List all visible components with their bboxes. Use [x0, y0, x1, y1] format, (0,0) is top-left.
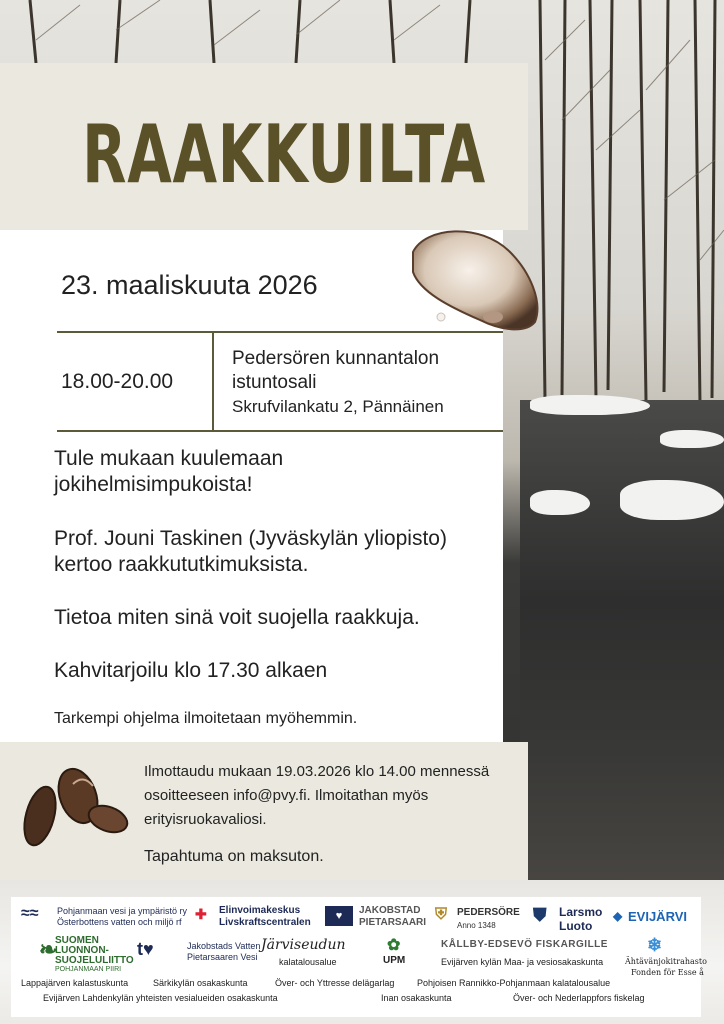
snow-patch	[660, 430, 724, 448]
ely-icon: ✚	[195, 906, 207, 922]
program-note: Tarkempi ohjelma ilmoitetaan myöhemmin.	[54, 710, 358, 727]
logo-pedersore-anno: Anno 1348	[457, 921, 496, 930]
larsmo-crest-icon: ⛊	[533, 905, 547, 925]
protection-paragraph: Tietoa miten sinä voit suojella raakkuja.	[54, 606, 420, 629]
logo-ahtava-1: Ähtävänjokitrahasto	[625, 957, 707, 966]
evijarvi-icon: ◆	[613, 909, 623, 923]
logo-ely: Elinvoimakeskus	[219, 905, 301, 916]
snow-patch	[530, 395, 650, 415]
logo-inan: Inan osakaskunta	[381, 993, 452, 1003]
logo-over-neder: Över- och Nederlappfors fiskelag	[513, 993, 645, 1003]
snow-patch	[530, 490, 590, 515]
logo-evijarven-lahdenkylan: Evijärven Lahdenkylän yhteisten vesialueiden osakaskunta	[43, 993, 278, 1003]
logo-ely-sv: Livskraftscentralen	[219, 917, 311, 928]
crest-icon: ⛨	[435, 906, 448, 923]
logo-jarviseudun: Järviseudun	[261, 937, 346, 953]
waves-icon: ≈≈	[21, 905, 39, 922]
sponsor-logos	[11, 897, 707, 1017]
mussel-shells-image	[18, 764, 133, 849]
sll-icon: ❧	[39, 937, 58, 962]
venue-address: Skrufvilankatu 2, Pännäinen	[232, 397, 444, 416]
heart-logo-icon: t♥	[137, 939, 154, 959]
logo-larsmo: Larsmo	[559, 905, 603, 919]
logo-pohjoisen: Pohjoisen Rannikko-Pohjanmaan kalatalousalue	[417, 978, 611, 988]
logo-sarkikylan: Särkikylän osakaskunta	[153, 978, 248, 988]
logo-lappajarven: Lappajärven kalastuskunta	[21, 978, 129, 988]
river	[520, 400, 724, 900]
logo-evijarven-kylan: Evijärven kylän Maa- ja vesiosakaskunta	[441, 957, 604, 967]
logo-jv-1: Jakobstads Vatten	[187, 941, 261, 951]
logo-pietarsaari: PIETARSAARI	[359, 917, 427, 928]
logo-sll-3: SUOJELULIITTO	[55, 955, 134, 966]
logo-kallby: KÅLLBY-EDSEVÖ FISKARGILLE	[441, 939, 608, 950]
logo-sll-1: SUOMEN	[55, 935, 99, 946]
logo-evijarvi: EVIJÄRVI	[628, 909, 688, 924]
divider	[57, 430, 503, 432]
upm-icon: ✿	[387, 937, 401, 954]
logo-jv-2: Pietarsaaren Vesi	[187, 952, 258, 962]
logo-pvy: Pohjanmaan vesi ja ympäristö ry	[57, 906, 188, 916]
logo-kalatalousalue: kalatalousalue	[279, 957, 337, 967]
speaker-paragraph: Prof. Jouni Taskinen (Jyväskylän yliopisto) kertoo raakkututkimuksista.	[54, 527, 447, 576]
page-title: RAAKKUILTA	[82, 108, 486, 201]
snow-patch	[620, 480, 724, 520]
logo-pvy-sv: Österbottens vatten och miljö rf	[57, 917, 182, 927]
logo-ahtava-2: Fonden för Esse å	[631, 968, 704, 977]
intro-paragraph: Tule mukaan kuulemaan jokihelmisimpukoista!	[54, 447, 284, 496]
logo-sll-4: POHJANMAAN PIIRI	[55, 966, 122, 973]
logo-luoto: Luoto	[559, 919, 593, 933]
logo-over-ytt: Över- och Yttresse delägarlag	[275, 978, 395, 988]
venue-name: Pedersören kunnantalon istuntosali	[232, 348, 440, 393]
logo-sll-2: LUONNON-	[55, 945, 109, 956]
coffee-paragraph: Kahvitarjoilu klo 17.30 alkaen	[54, 659, 328, 682]
divider-vertical	[212, 333, 214, 430]
event-time: 18.00-20.00	[61, 370, 174, 393]
logo-pedersore: PEDERSÖRE	[457, 907, 520, 918]
logo-jakobstad: JAKOBSTAD	[359, 905, 421, 916]
heart-logo-icon: ♥	[325, 906, 353, 926]
logo-upm: UPM	[383, 955, 406, 966]
free-entry-text: Tapahtuma on maksuton.	[144, 848, 324, 865]
event-date: 23. maaliskuuta 2026	[61, 270, 318, 300]
mussel-shell-image	[405, 222, 545, 337]
snowflake-icon: ❄	[647, 935, 663, 955]
registration-text: Ilmottaudu mukaan 19.03.2026 klo 14.00 mennessä osoitteeseen info@pvy.fi. Ilmoitathan myös erityisruokavaliosi.	[144, 763, 490, 828]
